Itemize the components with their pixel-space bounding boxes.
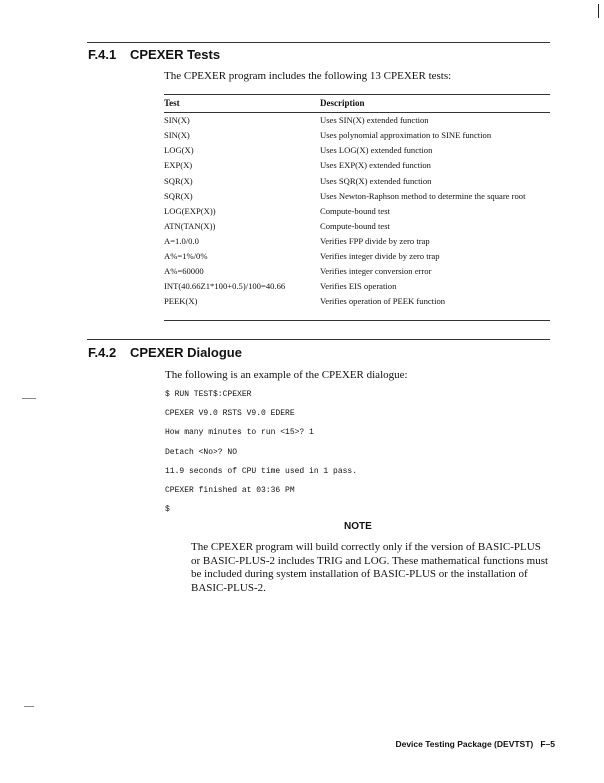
description-cell: Uses SQR(X) extended function bbox=[320, 175, 432, 186]
column-header-description: Description bbox=[320, 96, 550, 112]
table-row bbox=[164, 112, 550, 128]
test-cell: EXP(X) bbox=[164, 160, 193, 171]
top-rule bbox=[87, 42, 550, 43]
section-rule bbox=[87, 339, 550, 340]
table-row bbox=[164, 143, 550, 158]
description-cell: Uses Newton-Raphson method to determine the square root bbox=[320, 190, 526, 201]
section-number: F.4.1 bbox=[88, 47, 117, 62]
description-cell: Uses LOG(X) extended function bbox=[320, 145, 433, 156]
description-cell: Verifies FPP divide by zero trap bbox=[320, 235, 430, 246]
description-cell: Uses EXP(X) extended function bbox=[320, 160, 431, 171]
description-cell: Verifies operation of PEEK function bbox=[320, 296, 446, 307]
test-cell: SIN(X) bbox=[164, 130, 190, 141]
test-cell: ATN(TAN(X)) bbox=[164, 220, 216, 231]
dialogue-line: How many minutes to run <15>? 1 bbox=[165, 428, 314, 438]
test-cell: INT(40.66Z1*100+0.5)/100=40.66 bbox=[164, 281, 286, 292]
table-row bbox=[164, 188, 550, 203]
table-row bbox=[164, 173, 550, 188]
description-cell: Uses polynomial approximation to SINE function bbox=[320, 130, 492, 141]
dialogue-line: CPEXER finished at 03:36 PM bbox=[165, 485, 295, 495]
table-bottom-rule bbox=[164, 320, 550, 321]
test-cell: A%=60000 bbox=[164, 266, 204, 277]
dialogue-listing bbox=[165, 390, 357, 524]
table-row bbox=[164, 203, 550, 218]
description-cell: Verifies EIS operation bbox=[320, 281, 397, 292]
dialogue-line: $ RUN TEST$:CPEXER bbox=[165, 390, 252, 399]
scan-mark bbox=[598, 4, 599, 18]
table-row bbox=[164, 294, 550, 309]
test-cell: A%=1%/0% bbox=[164, 251, 208, 262]
table-row bbox=[164, 218, 550, 233]
dialogue-intro: The following is an example of the CPEXER dialogue: bbox=[165, 369, 408, 381]
test-cell: SQR(X) bbox=[164, 190, 193, 201]
dialogue-line: 11.9 seconds of CPU time used in 1 pass. bbox=[165, 466, 358, 476]
description-cell: Uses SIN(X) extended function bbox=[320, 115, 429, 126]
table-row bbox=[164, 128, 550, 143]
scan-mark bbox=[24, 706, 34, 707]
description-cell: Verifies integer divide by zero trap bbox=[320, 251, 440, 262]
description-cell: Compute-bound test bbox=[320, 205, 390, 216]
test-cell: LOG(X) bbox=[164, 145, 194, 156]
test-cell: SQR(X) bbox=[164, 175, 193, 186]
dialogue-line: Detach <No>? NO bbox=[165, 447, 238, 457]
table-row bbox=[164, 249, 550, 264]
test-cell: LOG(EXP(X)) bbox=[164, 205, 216, 216]
cpexer-tests-table bbox=[164, 96, 550, 309]
section-heading-tests bbox=[88, 47, 220, 62]
test-cell: PEEK(X) bbox=[164, 296, 198, 307]
dialogue-line: $ bbox=[165, 505, 170, 515]
table-row bbox=[164, 264, 550, 279]
description-cell: Verifies integer conversion error bbox=[320, 266, 432, 277]
section-number: F.4.2 bbox=[88, 345, 117, 360]
table-header-row bbox=[164, 96, 550, 112]
test-cell: SIN(X) bbox=[164, 115, 190, 126]
scan-mark bbox=[22, 398, 36, 399]
table-top-rule bbox=[164, 94, 550, 95]
section-title: CPEXER Tests bbox=[130, 47, 221, 62]
table-row bbox=[164, 158, 550, 173]
note-text: The CPEXER program will build correctly only if the version of BASIC-PLUS or BASIC-PLUS-2 includes TRIG and LOG. These mathematical functions must be included during system installation of BASIC-PLUS or the installation of BASIC-PLUS-2. bbox=[191, 541, 549, 594]
page-number: F–5 bbox=[540, 739, 555, 749]
test-cell: A=1.0/0.0 bbox=[164, 235, 199, 246]
footer-title: Device Testing Package (DEVTST) bbox=[395, 739, 534, 749]
table-row bbox=[164, 234, 550, 249]
section-heading-dialogue bbox=[88, 345, 242, 360]
page-footer bbox=[395, 739, 555, 749]
section-title: CPEXER Dialogue bbox=[130, 345, 242, 360]
note-title: NOTE bbox=[344, 521, 372, 532]
description-cell: Compute-bound test bbox=[320, 220, 390, 231]
dialogue-line: CPEXER V9.0 RSTS V9.0 EDERE bbox=[165, 409, 295, 419]
table-row bbox=[164, 279, 550, 294]
column-header-test: Test bbox=[164, 96, 320, 112]
tests-intro: The CPEXER program includes the following 13 CPEXER tests: bbox=[164, 70, 452, 82]
